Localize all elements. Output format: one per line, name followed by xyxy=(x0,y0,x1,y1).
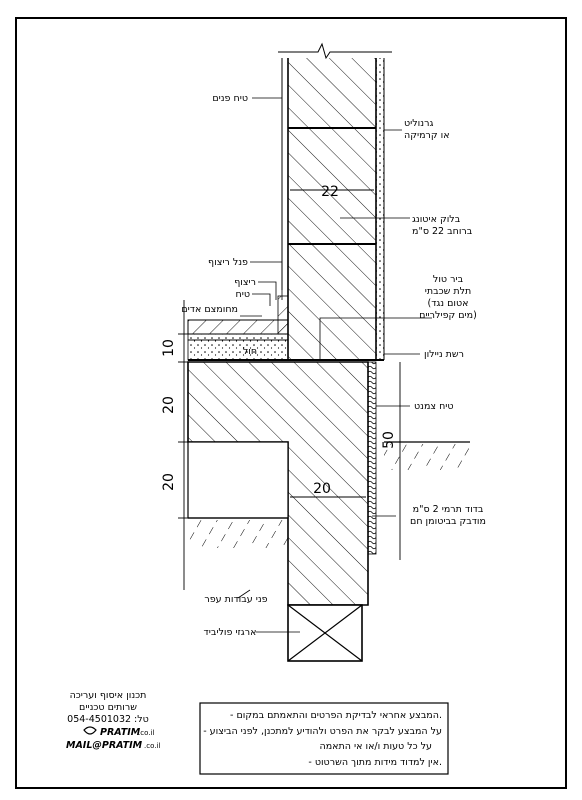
label-sand: חול xyxy=(242,346,258,357)
notes-box xyxy=(200,703,448,774)
dim-beam-top: 20 xyxy=(161,396,177,414)
label-polyvid-boxes: ארגזי פוליביד xyxy=(203,627,257,638)
credit-brand-suffix: .co.il xyxy=(138,729,155,737)
credit-brand: PRATIM xyxy=(100,727,141,738)
note-line: - על המבצע לבקר את הפרט ולהודיע למתכנן, לפני הביצוע xyxy=(203,726,442,737)
label-granolit: גרנוליט xyxy=(404,118,434,129)
credit-line-2: שרותים טכניים xyxy=(79,702,137,713)
credit-email-suffix: .co.il xyxy=(144,742,161,750)
credit-line-1: תכנון איסוף ועריכה xyxy=(69,690,147,701)
credit-block xyxy=(66,690,160,751)
label-interior-plaster: טיח פנים xyxy=(212,93,248,104)
label-block-1: בלוק איטונג xyxy=(412,214,461,225)
block-wall xyxy=(278,44,392,360)
dim-beam-width: 20 xyxy=(313,481,331,497)
label-cement-plaster: טיח צמנט xyxy=(414,401,454,412)
dim-depth: 50 xyxy=(381,431,397,449)
label-bitumen-2: תלת שכבתי xyxy=(424,286,472,297)
label-insulation-1: בדוד תרמי 2 ס"מ xyxy=(412,504,484,515)
foundation-beam xyxy=(188,362,376,661)
label-insulation-2: מודבק בביטומן חם xyxy=(410,516,486,527)
credit-email: MAIL@PRATIM xyxy=(66,740,143,751)
note-line: - המבצע אחראי לבדיקת הפרטים והתאמתם במקום. xyxy=(230,710,442,721)
label-bitumen-4: מים קפילריים) xyxy=(419,310,477,321)
label-tiling: ריצוף xyxy=(234,277,256,288)
label-bitumen-1: ביר טול xyxy=(432,274,464,285)
label-nylon-mesh: רשת ניילון xyxy=(424,349,464,360)
label-plaster: טיח xyxy=(235,289,250,300)
label-floor-panel: פנל ריצוף xyxy=(208,257,248,268)
dim-floor: 10 xyxy=(161,339,177,357)
label-earthwork-level: פני עבודות עפר xyxy=(204,594,268,605)
credit-phone: 054-4501032 :טל xyxy=(67,714,149,725)
label-bitumen-3: (אטום נגד xyxy=(427,298,469,309)
label-block-2: ברוחב 22 ס"מ xyxy=(412,226,473,237)
note-line: על כל טעות ו/או אי התאמה xyxy=(319,741,432,752)
dim-wall-width: 22 xyxy=(321,184,339,200)
note-line: - אין למדוד מידות מתוך השרטוט. xyxy=(308,757,442,768)
label-vapor-barrier: מחומצם אדים xyxy=(181,304,238,315)
dim-beam-bottom: 20 xyxy=(161,473,177,491)
pratim-logo-icon xyxy=(84,727,96,734)
label-or-ceramic: או קרמיקה xyxy=(404,130,450,141)
